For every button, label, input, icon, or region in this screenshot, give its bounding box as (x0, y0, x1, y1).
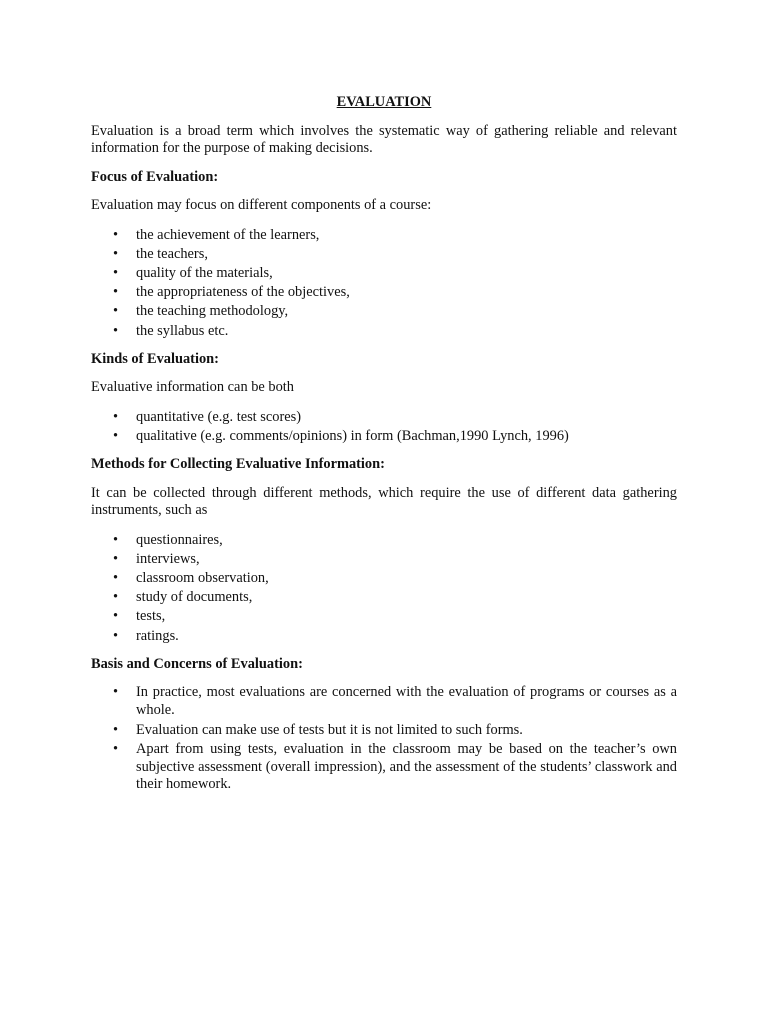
focus-list (91, 226, 677, 341)
list-item: • the teachers, (91, 245, 677, 264)
list-item: • In practice, most evaluations are concerned with the evaluation of programs or courses as a whole. (91, 684, 677, 719)
list-item: • the appropriateness of the objectives, (91, 283, 677, 302)
kinds-heading: Kinds of Evaluation: (91, 350, 219, 367)
methods-list (91, 531, 677, 646)
kinds-lead: Evaluative information can be both (91, 379, 295, 396)
list-item: • Evaluation can make use of tests but it is not limited to such forms. (91, 722, 677, 740)
focus-heading: Focus of Evaluation: (91, 168, 219, 185)
list-item: • the syllabus etc. (91, 322, 677, 341)
list-item: • questionnaires, (91, 531, 677, 550)
list-item: • study of documents, (91, 588, 677, 607)
list-item: • classroom observation, (91, 569, 677, 588)
list-item: • interviews, (91, 550, 677, 569)
list-item: • qualitative (e.g. comments/opinions) in form (Bachman,1990 Lynch, 1996) (91, 427, 677, 446)
list-item: • Apart from using tests, evaluation in the classroom may be based on the teacher’s own subjective assessment (overall impression), and the assessment of the students’ classwork and their homework. (91, 741, 677, 794)
document-title: EVALUATION (336, 94, 432, 110)
list-item: • ratings. (91, 627, 677, 646)
focus-lead: Evaluation may focus on different components of a course: (91, 197, 432, 213)
list-item: • quality of the materials, (91, 264, 677, 283)
methods-lead: It can be collected through different methods, which require the use of different data gathering instruments, such as (91, 484, 677, 519)
basis-heading: Basis and Concerns of Evaluation: (91, 655, 303, 672)
intro-paragraph: Evaluation is a broad term which involves the systematic way of gathering reliable and relevant information for the purpose of making decisions. (91, 122, 677, 156)
list-item: • the achievement of the learners, (91, 226, 677, 245)
list-item: • the teaching methodology, (91, 302, 677, 321)
document-page (91, 94, 677, 804)
kinds-list (91, 408, 677, 446)
list-item: • tests, (91, 607, 677, 626)
methods-heading: Methods for Collecting Evaluative Information: (91, 456, 385, 473)
basis-list (91, 684, 677, 794)
list-item: • quantitative (e.g. test scores) (91, 408, 677, 427)
